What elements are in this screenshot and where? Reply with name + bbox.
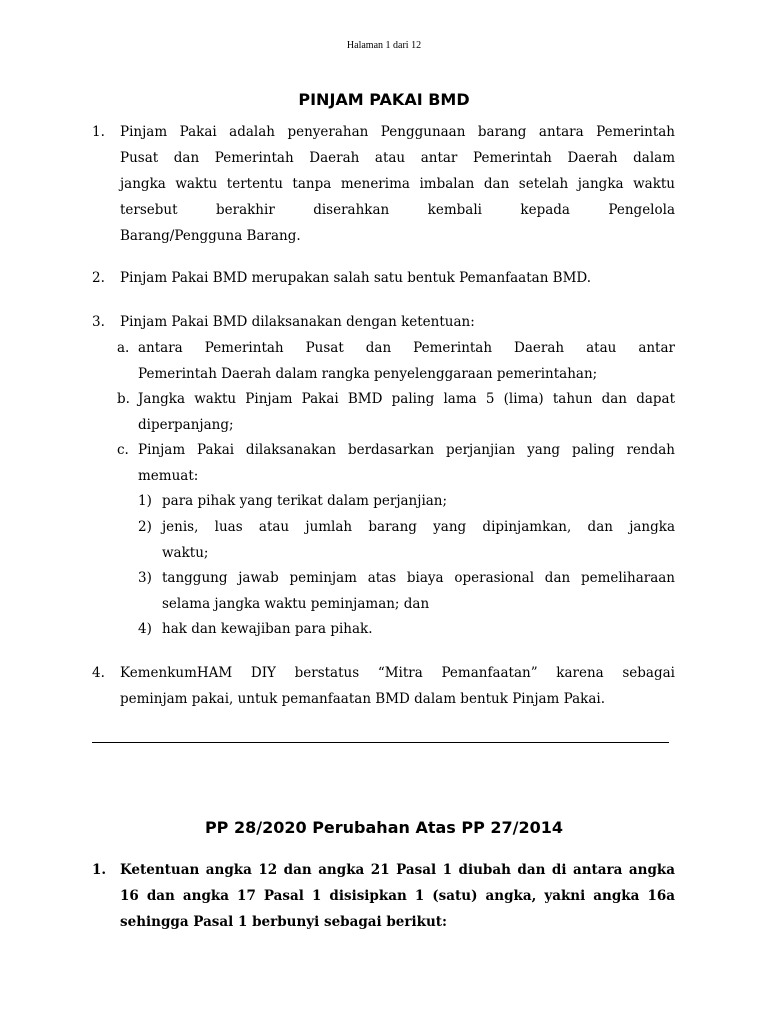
text-line: tersebut berakhir diserahkan kembali kepada Pengelola — [120, 202, 675, 218]
text-line: diperpanjang; — [138, 417, 234, 433]
horizontal-divider — [92, 742, 669, 743]
sub-item-b — [117, 386, 675, 438]
text-line: Pinjam Pakai BMD merupakan salah satu bentuk Pemanfaatan BMD. — [120, 270, 592, 286]
sub-sub-item-2 — [138, 514, 675, 566]
sub-sub-item-1 — [138, 488, 675, 514]
text-line: sehingga Pasal 1 berbunyi sebagai berikut: — [120, 914, 448, 930]
sub-sub-item-3 — [138, 565, 675, 617]
list-number: 1. — [92, 124, 105, 140]
list-item-3 — [92, 309, 675, 335]
sub-item-c — [117, 437, 675, 489]
text-line: peminjam pakai, untuk pemanfaatan BMD dalam bentuk Pinjam Pakai. — [120, 691, 606, 707]
list-letter: c. — [117, 442, 129, 458]
text-line: waktu; — [162, 545, 209, 561]
text-line: memuat: — [138, 468, 199, 484]
list-item-4 — [92, 660, 675, 712]
text-line: 16 dan angka 17 Pasal 1 disisipkan 1 (satu) angka, yakni angka 16a — [120, 888, 675, 904]
text-line: Jangka waktu Pinjam Pakai BMD paling lama 5 (lima) tahun dan dapat — [138, 391, 675, 407]
text-line: Pinjam Pakai dilaksanakan berdasarkan perjanjian yang paling rendah — [138, 442, 675, 458]
list-number: 3) — [138, 570, 152, 586]
list-number: 1. — [92, 862, 107, 878]
sub-sub-item-4 — [138, 616, 675, 642]
text-line: jangka waktu tertentu tanpa menerima imbalan dan setelah jangka waktu — [120, 176, 675, 192]
sub-item-a — [117, 335, 675, 387]
list-item-2 — [92, 265, 675, 291]
text-line: KemenkumHAM DIY berstatus “Mitra Pemanfaatan” karena sebagai — [120, 665, 675, 681]
text-line: Barang/Pengguna Barang. — [120, 228, 301, 244]
section-title-pp-28-2020: PP 28/2020 Perubahan Atas PP 27/2014 — [204, 818, 564, 837]
list-letter: b. — [117, 391, 130, 407]
text-line: antara Pemerintah Pusat dan Pemerintah Daerah atau antar — [138, 340, 675, 356]
list-number: 4. — [92, 665, 105, 681]
list-number: 2. — [92, 270, 105, 286]
text-line: Ketentuan angka 12 dan angka 21 Pasal 1 diubah dan di antara angka — [120, 862, 675, 878]
text-line: Pemerintah Daerah dalam rangka penyelenggaraan pemerintahan; — [138, 366, 598, 382]
text-line: selama jangka waktu peminjaman; dan — [162, 596, 430, 612]
section-title-pinjam-pakai: PINJAM PAKAI BMD — [298, 90, 470, 109]
list-number: 2) — [138, 519, 152, 535]
list-number: 4) — [138, 621, 152, 637]
text-line: Pinjam Pakai adalah penyerahan Penggunaan barang antara Pemerintah — [120, 124, 675, 140]
list-letter: a. — [117, 340, 130, 356]
list-item-1 — [92, 119, 675, 249]
text-line: Pusat dan Pemerintah Daerah atau antar Pemerintah Daerah dalam — [120, 150, 675, 166]
text-line: para pihak yang terikat dalam perjanjian; — [162, 493, 448, 509]
text-line: Pinjam Pakai BMD dilaksanakan dengan ketentuan: — [120, 314, 475, 330]
list-number: 1) — [138, 493, 152, 509]
list-number: 3. — [92, 314, 105, 330]
text-line: jenis, luas atau jumlah barang yang dipinjamkan, dan jangka — [162, 519, 675, 535]
section2-list-item-1 — [92, 857, 675, 935]
page-number-label: Halaman 1 dari 12 — [346, 40, 422, 51]
text-line: hak dan kewajiban para pihak. — [162, 621, 373, 637]
text-line: tanggung jawab peminjam atas biaya operasional dan pemeliharaan — [162, 570, 675, 586]
